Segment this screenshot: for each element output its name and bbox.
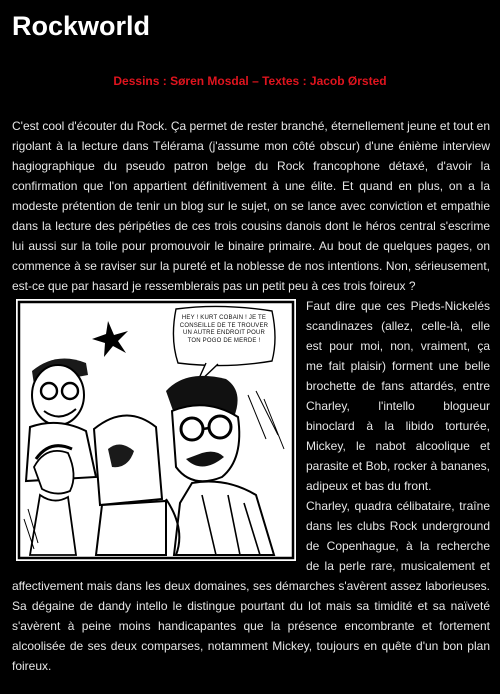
article-paragraph-intro: C'est cool d'écouter du Rock. Ça permet de rester branché, éternellement jeune et tout en rigolant à la lecture dans Télérama (j'assume mon côté obscur) d'une énième interview hagiographique du pseudo patron belge du Rock francophone détaxé, d'avoir la confirmation que l'on appartient définitivement à une élite. Et quand en plus, on a la modeste prétention de tenir un blog sur le sujet, on se lance avec conviction et empathie dans la lecture des péripéties de ces trois cousins danois dont le héros central s'escrime lui aussi sur la toile pour promouvoir le binaire primaire. Au bout de quelques pages, on commence à se raviser sur la pureté et la noblesse de nos intentions. Non, sérieusement, est-ce que par hasard je ressemblerais pas un petit peu à ces trois foireux ?: [12, 119, 490, 293]
article-paragraph-characters: Faut dire que ces Pieds-Nickelés scandinazes (allez, celle-là, elle est pour moi, non, vraiment, ça me fait plaisir) forment une belle brochette de fans attardés, entre Charley, l'intello blogueur binoclard à la libido torturée, Mickey, le nabot alcoolique et parasite et Bob, rocker à bananes, adipeux et bas du front.: [306, 299, 490, 493]
comic-panel-image: [16, 299, 296, 561]
page-title[interactable]: Rockworld: [12, 11, 151, 41]
article-credits: Dessins : Søren Mosdal – Textes : Jacob Ørsted: [113, 74, 387, 88]
article-paragraph-charley: Charley, quadra célibataire, traîne dans les clubs Rock underground de Copenhague, à la recherche de la perle rare, musicalement et affectivement mais dans les deux domaines, ses démarches s'avèrent assez laborieuses. Sa dégaine de dandy intello le distingue pourtant du lot mais sa timidité et sa naïveté s'avèrent à peine moins handicapantes que la présence encombrante et fortement alcoolisée de ses deux comparses, notamment Mickey, toujours en quête d'un bon plan foireux.: [12, 499, 490, 673]
speech-bubble-text: HEY ! KURT COBAIN ! JE TE CONSEILLE DE TE TROUVER UN AUTRE ENDROIT POUR TON POGO DE MERDE !: [179, 315, 269, 344]
article-body: [12, 116, 490, 676]
